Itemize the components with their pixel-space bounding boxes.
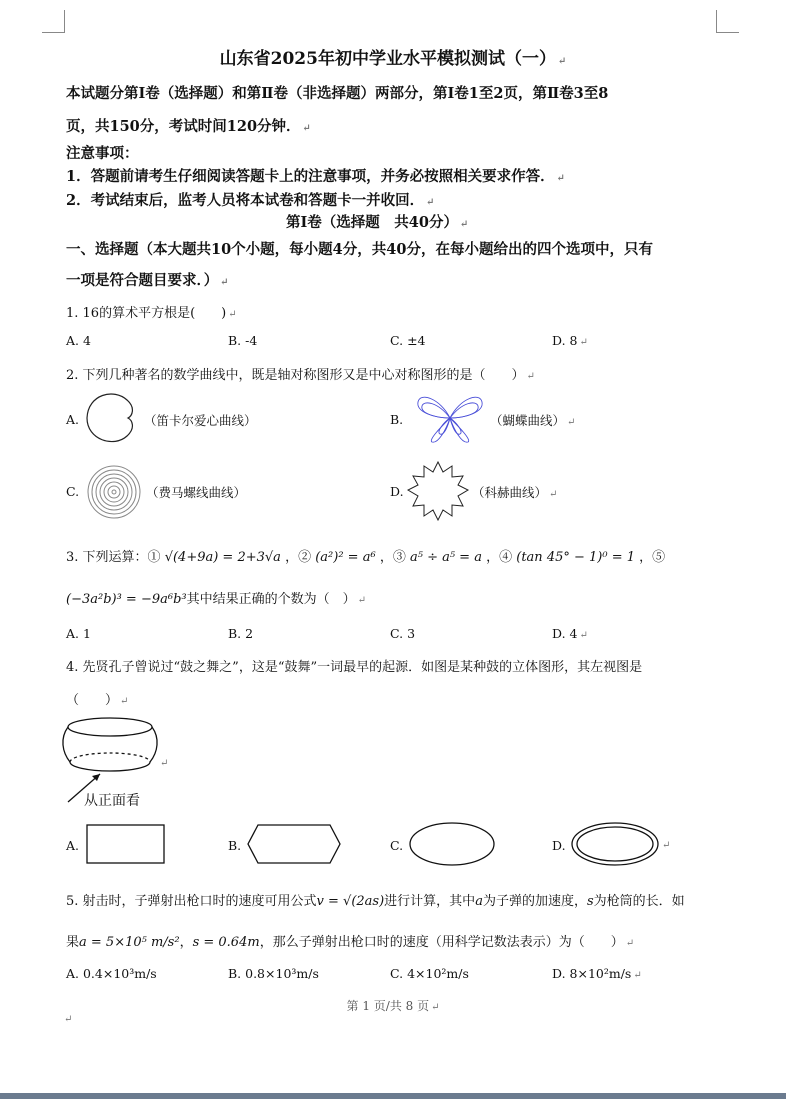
part-title: 第Ⅰ卷（选择题 共40分） ↵ <box>286 214 469 231</box>
note-2: 2．考试结束后，监考人员将本试卷和答题卡一并收回． ↵ <box>66 192 435 209</box>
q4-stem-2: （ ） ↵ <box>66 693 129 708</box>
fermat-spiral-figure <box>86 464 142 520</box>
q2-option-c-caption: （费马螺线曲线） <box>146 485 247 500</box>
window-bottom-bar <box>0 1093 786 1099</box>
q2-option-d-label: D. <box>390 484 404 499</box>
q4-option-a-label: A. <box>66 838 80 853</box>
q3-option-a: A. 1 <box>66 626 91 641</box>
q3-expression-1: √(4+9a) = 2+3√a <box>164 550 281 565</box>
q2-option-a-caption: （笛卡尔爱心曲线） <box>144 413 257 428</box>
velocity-formula: v = √(2as) <box>316 894 385 909</box>
q2-option-b-label: B. <box>390 412 404 427</box>
q5-option-d: D. 8×10²m/s ↵ <box>552 966 642 981</box>
note-1: 1．答题前请考生仔细阅读答题卡上的注意事项，并务必按照相关要求作答． ↵ <box>66 168 565 185</box>
section-line-2: 一项是符合题目要求．） ↵ <box>66 272 229 289</box>
q3-option-d: D. 4 ↵ <box>552 626 588 641</box>
notes-title: 注意事项： <box>66 145 139 162</box>
cardioid-curve-figure <box>84 390 144 446</box>
q3-expression-3: a⁵ ÷ a⁵ = a <box>409 550 482 565</box>
q2-option-c-label: C. <box>66 484 80 499</box>
q3-option-b: B. 2 <box>228 626 254 641</box>
rectangle-view-figure <box>86 824 166 866</box>
q4-stem-1: 4. 先贤孔子曾说过“鼓之舞之”，这是“鼓舞”一词最早的起源．如图是某种鼓的立体图形，其左视图是 <box>66 660 643 675</box>
q2-option-a-label: A. <box>66 412 80 427</box>
intro-line-1: 本试题分第Ⅰ卷（选择题）和第Ⅱ卷（非选择题）两部分，第Ⅰ卷1至2页，第Ⅱ卷3至8 <box>66 85 609 102</box>
q4-option-b-label: B. <box>228 838 242 853</box>
q4-option-d-label: D. <box>552 838 566 853</box>
paragraph-mark: ↵ <box>64 1014 73 1025</box>
q5-line-2: 果a = 5×10⁵ m/s²，s = 0.64m，那么子弹射出枪口时的速度（用科学记数法表示）为（ ） ↵ <box>66 935 635 950</box>
page-title: 山东省2025年初中学业水平模拟测试（一） ↵ <box>219 49 567 69</box>
koch-snowflake-figure <box>406 460 470 524</box>
crop-mark-top-left <box>42 10 65 33</box>
acceleration-value: a = 5×10⁵ m/s² <box>79 935 180 950</box>
q3-expression-2: (a²)² = a⁶ <box>315 550 376 565</box>
q2-option-d-caption: （科赫曲线） ↵ <box>472 485 558 500</box>
crop-mark-top-right <box>716 10 739 33</box>
q5-option-a: A. 0.4×10³m/s <box>66 966 157 981</box>
q5-option-b: B. 0.8×10³m/s <box>228 966 319 981</box>
q5-line-1: 5. 射击时，子弹射出枪口时的速度可用公式v = √(2as)进行计算，其中a为子弹的加速度，s为枪筒的长．如 <box>66 894 685 909</box>
q1-stem: 1. 16的算术平方根是( ) ↵ <box>66 306 237 321</box>
q3-line-1: 3. 下列运算：① √(4+9a) = 2+3√a ，② (a²)² = a⁶ ，③ a⁵ ÷ a⁵ = a ，④ (tan 45° − 1)⁰ = 1 ，⑤ <box>66 550 666 565</box>
q3-line-2: (−3a²b)³ = −9a⁶b³其中结果正确的个数为（ ） ↵ <box>66 592 367 607</box>
butterfly-curve-figure <box>414 392 486 444</box>
hexagon-view-figure <box>246 824 342 866</box>
q4-option-c-label: C. <box>390 838 404 853</box>
q2-stem: 2. 下列几种著名的数学曲线中，既是轴对称图形又是中心对称图形的是（ ） ↵ <box>66 368 535 383</box>
q1-option-c: C. ±4 <box>390 333 426 348</box>
q3-option-c: C. 3 <box>390 626 416 641</box>
q2-option-b-caption: （蝴蝶曲线） ↵ <box>490 413 576 428</box>
q5-option-c: C. 4×10²m/s <box>390 966 469 981</box>
q1-option-a: A. 4 <box>66 333 91 348</box>
q4-end-mark: ↵ <box>662 840 671 851</box>
barrel-length-value: s = 0.64m <box>192 935 260 950</box>
q3-expression-4: (tan 45° − 1)⁰ = 1 <box>516 550 635 565</box>
q1-option-d: D. 8 ↵ <box>552 333 588 348</box>
double-ellipse-view-figure <box>570 822 662 868</box>
front-view-label: 从正面看 <box>84 793 140 809</box>
q1-option-b: B. -4 <box>228 333 258 348</box>
ellipse-view-figure <box>408 822 498 868</box>
drum-figure-mark: ↵ <box>160 758 169 769</box>
q3-expression-5: (−3a²b)³ = −9a⁶b³ <box>66 592 187 607</box>
page-footer: 第 1 页/共 8 页 ↵ <box>346 999 440 1013</box>
section-line-1: 一、选择题（本大题共10个小题，每小题4分，共40分，在每小题给出的四个选项中，只有 <box>66 241 653 258</box>
intro-line-2: 页，共150分，考试时间120分钟． ↵ <box>66 118 311 135</box>
